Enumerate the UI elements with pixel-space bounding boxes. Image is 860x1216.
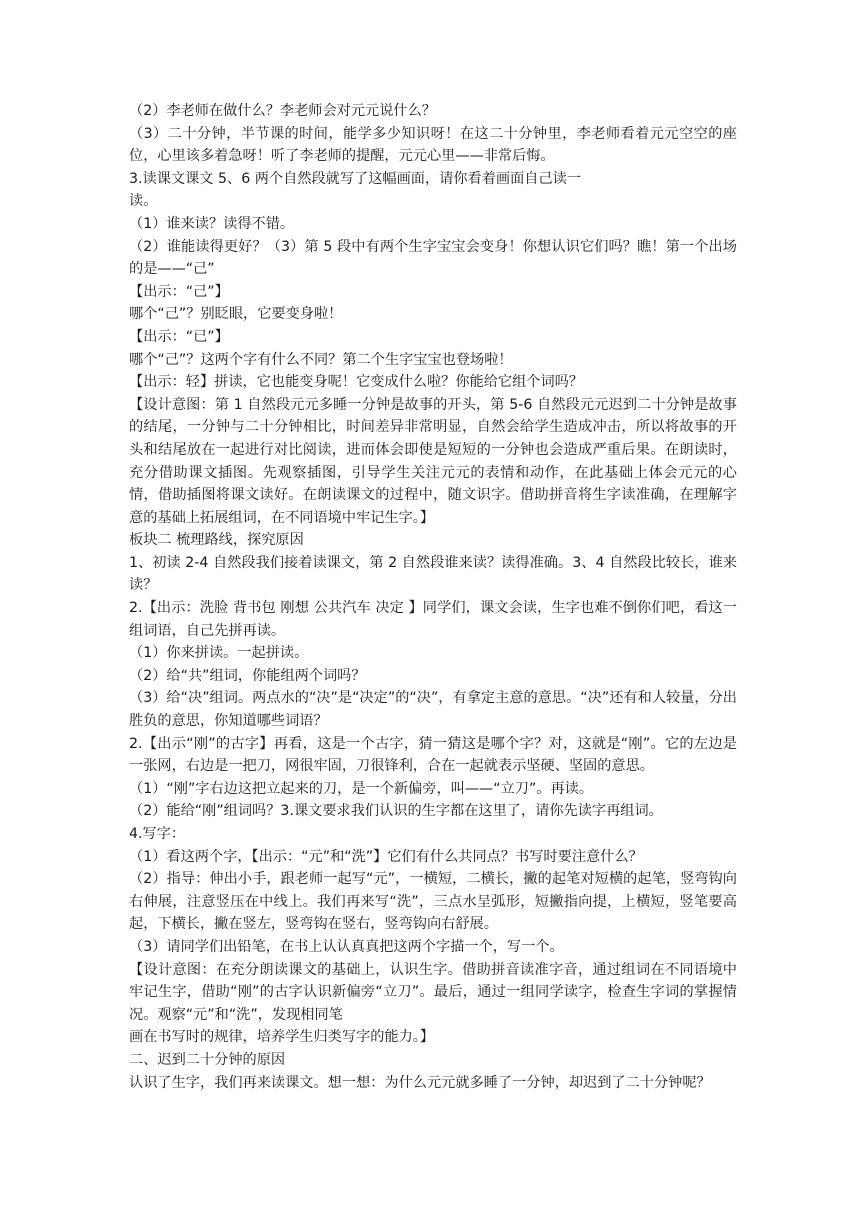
step-3-heading: 3.读课文课文 5、6 两个自然段就写了这幅画面，请你看着画面自己读一 <box>129 170 582 187</box>
first-read-paragraph: 1、初读 2-4 自然段我们接着读课文，第 2 自然段谁来读？读得准确。3、4 自然段比较长，谁来读？ <box>129 554 737 594</box>
show-ji-1: 【出示：“己”】 <box>129 283 229 300</box>
gong-words-q2: （2）给“共”组词，你能组两个词吗？ <box>129 667 366 684</box>
writing-q3: （3）请同学们出铅笔，在书上认认真真把这两个字描一个，写一个。 <box>129 938 564 955</box>
read-q1: （1）谁来读？读得不错。 <box>129 215 295 232</box>
design-intent-2: 【设计意图：在充分朗读课文的基础上，认识生字。借助拼音读准字音，通过组词在不同语境中牢记生字，借助“刚”的古字认识新偏旁“立刀”。最后，通过一组同学读字，检查生字词的掌握情况。观察“元”和“洗”，发现相同笔 <box>129 961 737 1023</box>
section-2-heading: 板块二 梳理路线，探究原因 <box>129 532 304 549</box>
show-yi: 【出示：“已”】 <box>129 328 229 345</box>
part-2-heading: 二、迟到二十分钟的原因 <box>129 1051 286 1068</box>
gang-ancient-paragraph: 2.【出示“刚”的古字】再看，这是一个古字，猜一猜这是哪个字？对，这就是“刚”。它的左边是一张网，右边是一把刀，网很牢固，刀很锋利，合在一起就表示坚硬、坚固的意思。 <box>129 735 737 775</box>
show-words-paragraph: 2.【出示：洗脸 背书包 刚想 公共汽车 决定 】同学们，课文会读，生字也难不倒你们吧，看这一组词语，自己先拼再读。 <box>129 600 737 639</box>
writing-heading: 4.写字： <box>129 826 186 842</box>
question-2-line: （2）李老师在做什么？李老师会对元元说什么？ <box>129 103 436 119</box>
design-intent-2-cont: 画在书写时的规律，培养学生归类写字的能力。】 <box>129 1029 435 1046</box>
show-qing: 【出示：轻】拼读，它也能变身呢！它变成什么啦？你能给它组个词吗？ <box>129 374 584 391</box>
part-2-intro: 认识了生字，我们再来读课文。想一想：为什么元元就多睡了一分钟，却迟到了二十分钟呢？ <box>129 1074 711 1091</box>
writing-guide-q2: （2）指导：伸出小手，跟老师一起写“元”，一横短，二横长，撇的起笔对短横的起笔，竖弯钩向右伸展，注意竖压在中线上。我们再来写“洗”，三点水呈弧形，短撇指向提，上横短，竖笔要高起，下横长，撇在竖左，竖弯钩在竖右，竖弯钩向右舒展。 <box>129 871 737 933</box>
document-body <box>129 100 737 1094</box>
jue-words-q3: （3）给“决”组词。两点水的“决”是“决定”的“决”，有拿定主意的意思。“决”还有和人较量，分出胜负的意思，你知道哪些词语？ <box>129 690 737 730</box>
which-ji-1: 哪个“己”？别眨眼，它要变身啦！ <box>129 306 343 323</box>
writing-q1: （1）看这两个字，【出示：“元”和“洗”】它们有什么共同点？书写时要注意什么？ <box>129 848 643 865</box>
gang-words-q2: （2）能给“刚”组词吗？3.课文要求我们认识的生字都在这里了，请你先读字再组词。 <box>129 803 663 820</box>
step-3-heading-cont: 读。 <box>129 193 158 210</box>
spell-q1: （1）你来拼读。一起拼读。 <box>129 645 309 662</box>
gang-radical-q1: （1）“刚”字右边这把立起来的刀，是一个新偏旁，叫——“立刀”。再读。 <box>129 780 594 797</box>
question-3-paragraph: （3）二十分钟，半节课的时间，能学多少知识呀！在这二十分钟里，李老师看着元元空空的座位，心里该多着急呀！听了李老师的提醒，元元心里——非常后悔。 <box>129 125 737 165</box>
design-intent-1: 【设计意图：第 1 自然段元元多睡一分钟是故事的开头，第 5-6 自然段元元迟到二十分钟是故事的结尾，一分钟与二十分钟相比，时间差异非常明显，自然会给学生造成冲击，所以将故事的开头和结尾放在一起进行对比阅读，进而体会即使是短短的一分钟也会造成严重后果。在朗读时，充分借助课文插图。先观察插图，引导学生关注元元的表情和动作，在此基础上体会元元的心情，借助插图将课文读好。在朗读课文的过程中，随文识字。借助拼音将生字读准确，在理解字意的基础上拓展组词，在不同语境中牢记生字。】 <box>129 396 737 526</box>
read-q2-q3: （2）谁能读得更好？（3）第 5 段中有两个生字宝宝会变身！你想认识它们吗？瞧！第一个出场的是——“己” <box>129 238 737 278</box>
which-ji-2: 哪个“己”？这两个字有什么不同？第二个生字宝宝也登场啦！ <box>129 351 513 368</box>
